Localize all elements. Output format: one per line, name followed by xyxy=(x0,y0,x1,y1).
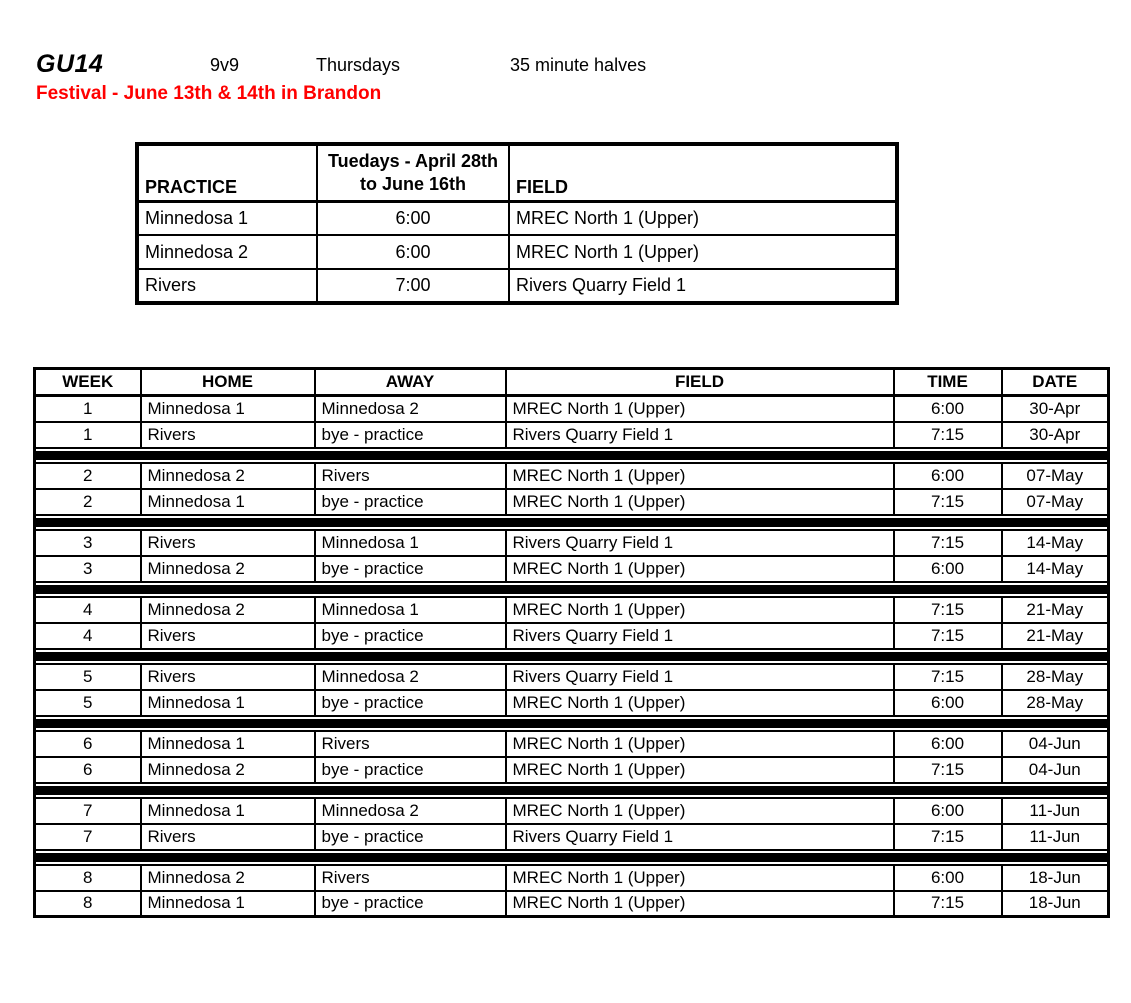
schedule-cell-date: 30-Apr xyxy=(1002,396,1109,422)
practice-team-cell: Minnedosa 2 xyxy=(137,235,317,269)
schedule-cell-away: bye - practice xyxy=(315,623,506,649)
schedule-cell-home: Minnedosa 2 xyxy=(141,463,315,489)
schedule-cell-away: Minnedosa 2 xyxy=(315,664,506,690)
schedule-table xyxy=(33,367,1110,918)
schedule-cell-time: 7:15 xyxy=(894,530,1002,556)
schedule-cell-field: MREC North 1 (Upper) xyxy=(506,731,894,757)
schedule-cell-field: Rivers Quarry Field 1 xyxy=(506,664,894,690)
schedule-cell-week: 7 xyxy=(35,798,141,824)
format-label: 9v9 xyxy=(210,55,240,75)
schedule-cell-week: 5 xyxy=(35,664,141,690)
practice-field-cell: Rivers Quarry Field 1 xyxy=(509,269,897,303)
schedule-cell-away: bye - practice xyxy=(315,556,506,582)
schedule-cell-home: Minnedosa 1 xyxy=(141,489,315,515)
week-separator xyxy=(35,649,1109,664)
week-separator-bar xyxy=(35,783,1109,798)
schedule-cell-date: 14-May xyxy=(1002,556,1109,582)
schedule-cell-field: MREC North 1 (Upper) xyxy=(506,798,894,824)
schedule-cell-home: Rivers xyxy=(141,664,315,690)
week-separator xyxy=(35,582,1109,597)
week-separator-bar xyxy=(35,582,1109,597)
schedule-cell-week: 5 xyxy=(35,690,141,716)
schedule-row xyxy=(35,463,1109,489)
schedule-cell-date: 11-Jun xyxy=(1002,798,1109,824)
schedule-cell-field: MREC North 1 (Upper) xyxy=(506,463,894,489)
game-day-label: Thursdays xyxy=(316,55,401,75)
week-separator xyxy=(35,716,1109,731)
schedule-cell-time: 7:15 xyxy=(894,597,1002,623)
schedule-row xyxy=(35,422,1109,448)
schedule-row xyxy=(35,891,1109,917)
schedule-cell-field: MREC North 1 (Upper) xyxy=(506,891,894,917)
week-separator-bar xyxy=(35,850,1109,865)
schedule-cell-time: 7:15 xyxy=(894,664,1002,690)
schedule-cell-week: 3 xyxy=(35,556,141,582)
schedule-column-header: FIELD xyxy=(506,369,894,396)
schedule-cell-time: 7:15 xyxy=(894,891,1002,917)
schedule-cell-week: 4 xyxy=(35,597,141,623)
practice-dates-header: Tuedays - April 28th to June 16th xyxy=(317,144,509,201)
schedule-cell-date: 07-May xyxy=(1002,489,1109,515)
schedule-column-header: AWAY xyxy=(315,369,506,396)
schedule-cell-week: 6 xyxy=(35,757,141,783)
schedule-cell-home: Rivers xyxy=(141,422,315,448)
practice-row xyxy=(137,235,897,269)
week-separator xyxy=(35,783,1109,798)
schedule-cell-date: 28-May xyxy=(1002,690,1109,716)
schedule-cell-home: Minnedosa 2 xyxy=(141,865,315,891)
week-separator-bar xyxy=(35,649,1109,664)
schedule-cell-week: 3 xyxy=(35,530,141,556)
schedule-cell-field: Rivers Quarry Field 1 xyxy=(506,824,894,850)
week-separator xyxy=(35,515,1109,530)
schedule-cell-away: bye - practice xyxy=(315,891,506,917)
schedule-cell-time: 7:15 xyxy=(894,824,1002,850)
schedule-cell-away: Rivers xyxy=(315,731,506,757)
week-separator xyxy=(35,448,1109,463)
schedule-row xyxy=(35,623,1109,649)
schedule-cell-field: Rivers Quarry Field 1 xyxy=(506,422,894,448)
schedule-row xyxy=(35,556,1109,582)
practice-table xyxy=(135,142,899,305)
schedule-cell-date: 30-Apr xyxy=(1002,422,1109,448)
schedule-row xyxy=(35,757,1109,783)
schedule-row xyxy=(35,489,1109,515)
schedule-row xyxy=(35,731,1109,757)
schedule-cell-home: Minnedosa 2 xyxy=(141,556,315,582)
schedule-cell-away: Minnedosa 2 xyxy=(315,798,506,824)
schedule-cell-time: 6:00 xyxy=(894,690,1002,716)
schedule-cell-field: MREC North 1 (Upper) xyxy=(506,489,894,515)
schedule-cell-home: Minnedosa 1 xyxy=(141,731,315,757)
schedule-cell-home: Minnedosa 1 xyxy=(141,891,315,917)
schedule-column-header: WEEK xyxy=(35,369,141,396)
schedule-cell-week: 7 xyxy=(35,824,141,850)
schedule-cell-date: 04-Jun xyxy=(1002,731,1109,757)
schedule-cell-away: bye - practice xyxy=(315,422,506,448)
practice-field-header: FIELD xyxy=(509,144,897,201)
schedule-cell-away: bye - practice xyxy=(315,757,506,783)
schedule-cell-home: Minnedosa 1 xyxy=(141,798,315,824)
schedule-cell-week: 4 xyxy=(35,623,141,649)
schedule-row xyxy=(35,664,1109,690)
festival-note: Festival - June 13th & 14th in Brandon xyxy=(36,83,382,104)
schedule-cell-home: Minnedosa 1 xyxy=(141,396,315,422)
schedule-row xyxy=(35,798,1109,824)
schedule-cell-away: Rivers xyxy=(315,865,506,891)
schedule-cell-time: 6:00 xyxy=(894,396,1002,422)
practice-time-cell: 6:00 xyxy=(317,235,509,269)
schedule-cell-away: bye - practice xyxy=(315,824,506,850)
schedule-cell-field: MREC North 1 (Upper) xyxy=(506,597,894,623)
practice-row xyxy=(137,201,897,235)
week-separator-bar xyxy=(35,716,1109,731)
schedule-cell-date: 04-Jun xyxy=(1002,757,1109,783)
schedule-cell-field: MREC North 1 (Upper) xyxy=(506,690,894,716)
schedule-cell-field: MREC North 1 (Upper) xyxy=(506,757,894,783)
schedule-cell-away: bye - practice xyxy=(315,489,506,515)
schedule-cell-week: 2 xyxy=(35,463,141,489)
schedule-cell-week: 1 xyxy=(35,396,141,422)
week-separator-bar xyxy=(35,515,1109,530)
schedule-cell-time: 7:15 xyxy=(894,489,1002,515)
schedule-cell-date: 14-May xyxy=(1002,530,1109,556)
practice-row xyxy=(137,269,897,303)
schedule-cell-home: Rivers xyxy=(141,824,315,850)
week-separator xyxy=(35,850,1109,865)
schedule-cell-time: 6:00 xyxy=(894,798,1002,824)
practice-column-header: PRACTICE xyxy=(137,144,317,201)
schedule-cell-date: 07-May xyxy=(1002,463,1109,489)
schedule-cell-home: Minnedosa 1 xyxy=(141,690,315,716)
schedule-row xyxy=(35,690,1109,716)
schedule-row xyxy=(35,530,1109,556)
schedule-cell-time: 6:00 xyxy=(894,731,1002,757)
schedule-cell-date: 28-May xyxy=(1002,664,1109,690)
schedule-cell-away: bye - practice xyxy=(315,690,506,716)
schedule-row xyxy=(35,597,1109,623)
schedule-cell-home: Minnedosa 2 xyxy=(141,597,315,623)
schedule-cell-away: Minnedosa 1 xyxy=(315,530,506,556)
page-title: GU14 xyxy=(36,50,104,78)
practice-field-cell: MREC North 1 (Upper) xyxy=(509,201,897,235)
practice-field-cell: MREC North 1 (Upper) xyxy=(509,235,897,269)
schedule-row xyxy=(35,865,1109,891)
schedule-cell-home: Minnedosa 2 xyxy=(141,757,315,783)
schedule-cell-time: 7:15 xyxy=(894,757,1002,783)
schedule-cell-date: 18-Jun xyxy=(1002,891,1109,917)
schedule-cell-time: 6:00 xyxy=(894,463,1002,489)
schedule-cell-field: MREC North 1 (Upper) xyxy=(506,396,894,422)
schedule-cell-week: 8 xyxy=(35,891,141,917)
schedule-cell-home: Rivers xyxy=(141,623,315,649)
practice-time-cell: 6:00 xyxy=(317,201,509,235)
schedule-cell-date: 18-Jun xyxy=(1002,865,1109,891)
schedule-cell-time: 6:00 xyxy=(894,556,1002,582)
halves-label: 35 minute halves xyxy=(510,55,647,75)
practice-team-cell: Minnedosa 1 xyxy=(137,201,317,235)
schedule-cell-field: Rivers Quarry Field 1 xyxy=(506,530,894,556)
schedule-cell-home: Rivers xyxy=(141,530,315,556)
practice-header-row xyxy=(137,144,897,201)
schedule-cell-week: 6 xyxy=(35,731,141,757)
schedule-column-header: TIME xyxy=(894,369,1002,396)
schedule-cell-week: 1 xyxy=(35,422,141,448)
schedule-header-row xyxy=(35,369,1109,396)
schedule-column-header: DATE xyxy=(1002,369,1109,396)
week-separator-bar xyxy=(35,448,1109,463)
schedule-cell-time: 6:00 xyxy=(894,865,1002,891)
schedule-cell-away: Minnedosa 1 xyxy=(315,597,506,623)
practice-time-cell: 7:00 xyxy=(317,269,509,303)
schedule-row xyxy=(35,396,1109,422)
schedule-cell-week: 8 xyxy=(35,865,141,891)
schedule-cell-date: 21-May xyxy=(1002,623,1109,649)
schedule-cell-field: Rivers Quarry Field 1 xyxy=(506,623,894,649)
schedule-cell-field: MREC North 1 (Upper) xyxy=(506,865,894,891)
schedule-cell-time: 7:15 xyxy=(894,623,1002,649)
schedule-cell-field: MREC North 1 (Upper) xyxy=(506,556,894,582)
schedule-column-header: HOME xyxy=(141,369,315,396)
schedule-cell-date: 11-Jun xyxy=(1002,824,1109,850)
schedule-row xyxy=(35,824,1109,850)
practice-team-cell: Rivers xyxy=(137,269,317,303)
schedule-cell-time: 7:15 xyxy=(894,422,1002,448)
schedule-cell-date: 21-May xyxy=(1002,597,1109,623)
schedule-cell-away: Rivers xyxy=(315,463,506,489)
schedule-cell-week: 2 xyxy=(35,489,141,515)
schedule-cell-away: Minnedosa 2 xyxy=(315,396,506,422)
